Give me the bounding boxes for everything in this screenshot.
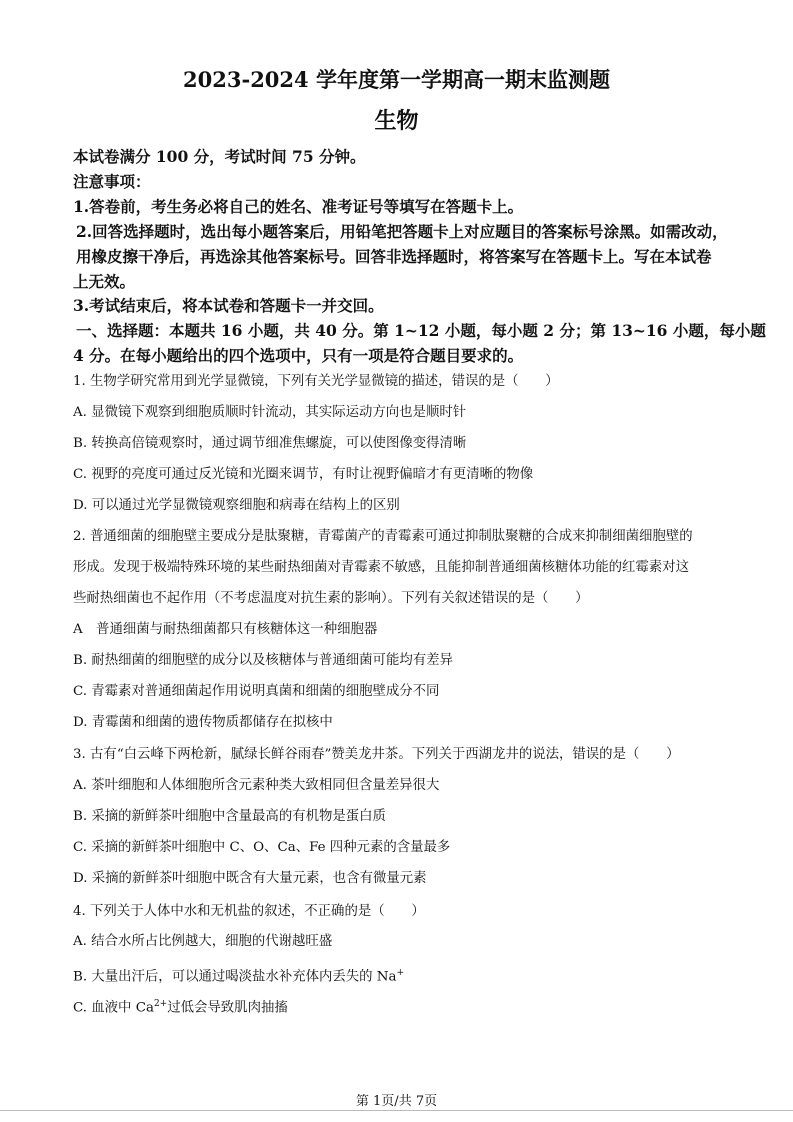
intro-line: 2.回答选择题时，选出每小题答案后，用铅笔把答题卡上对应题目的答案标号涂黑。如需改动，: [76, 222, 728, 241]
option-text: 过低会导致肌肉抽搐: [167, 1000, 288, 1016]
option-line: B. 采摘的新鲜茶叶细胞中含量最高的有机物是蛋白质: [73, 809, 386, 824]
page-footer: 第 1页/共 7页: [355, 1094, 438, 1109]
option-line: A 普通细菌与耐热细菌都只有核糖体这一种细胞器: [73, 622, 378, 637]
option-line: C. 青霉素对普通细菌起作用说明真菌和细菌的细胞壁成分不同: [73, 684, 440, 699]
superscript-charge: 2+: [153, 999, 168, 1009]
footer-divider: [0, 1110, 793, 1111]
option-line: A. 显微镜下观察到细胞质顺时针流动，其实际运动方向也是顺时针: [73, 405, 467, 420]
intro-line: 本试卷满分 100 分，考试时间 75 分钟。: [73, 147, 366, 166]
option-line: D. 青霉菌和细菌的遗传物质都储存在拟核中: [73, 715, 333, 730]
question-stem: 形成。发现于极端特殊环境的某些耐热细菌对青霉素不敏感，且能抑制普通细菌核糖体功能的红霉素对这: [73, 560, 689, 575]
option-line: A. 茶叶细胞和人体细胞所含元素种类大致相同但含量差异很大: [73, 778, 440, 793]
superscript-charge: +: [396, 968, 405, 978]
question-stem: 2. 普通细菌的细胞壁主要成分是肽聚糖，青霉菌产的青霉素可通过抑制肽聚糖的合成来抑制细菌细胞壁的: [73, 529, 693, 544]
option-line: C. 采摘的新鲜茶叶细胞中 C、O、Ca、Fe 四种元素的含量最多: [73, 840, 451, 855]
option-line: B. 耐热细菌的细胞壁的成分以及核糖体与普通细菌可能均有差异: [73, 653, 453, 668]
option-text: B. 大量出汗后，可以通过喝淡盐水补充体内丢失的 Na: [73, 969, 397, 985]
option-line: [73, 964, 763, 986]
section-heading: 一、选择题：本题共 16 小题，共 40 分。第 1~12 小题，每小题 2 分；第 13~16 小题，每小题: [76, 321, 766, 340]
option-line: D. 可以通过光学显微镜观察细胞和病毒在结构上的区别: [73, 498, 400, 513]
question-stem: 1. 生物学研究常用到光学显微镜，下列有关光学显微镜的描述，错误的是（ ）: [73, 374, 559, 389]
section-heading: 4 分。在每小题给出的四个选项中，只有一项是符合题目要求的。: [73, 346, 524, 365]
intro-line: 3.考试结束后，将本试卷和答题卡一并交回。: [73, 296, 384, 315]
subject-title: 生物: [374, 108, 419, 134]
exam-title: 2023-2024 学年度第一学期高一期末监测题: [183, 67, 610, 92]
intro-line: 注意事项：: [73, 172, 151, 191]
intro-line: 1.答卷前，考生务必将自己的姓名、准考证号等填写在答题卡上。: [73, 197, 524, 216]
option-line: D. 采摘的新鲜茶叶细胞中既含有大量元素，也含有微量元素: [73, 871, 427, 886]
question-stem: 些耐热细菌也不起作用（不考虑温度对抗生素的影响）。下列有关叙述错误的是（ ）: [73, 591, 589, 606]
intro-line: 用橡皮擦干净后，再选涂其他答案标号。回答非选择题时，将答案写在答题卡上。写在本试卷: [76, 247, 712, 266]
option-line: A. 结合水所占比例越大，细胞的代谢越旺盛: [73, 934, 333, 949]
question-stem: 4. 下列关于人体中水和无机盐的叙述，不正确的是（ ）: [73, 904, 425, 919]
option-line: B. 转换高倍镜观察时，通过调节细准焦螺旋，可以使图像变得清晰: [73, 436, 467, 451]
intro-line: 上无效。: [73, 272, 136, 291]
option-line: [73, 995, 763, 1017]
option-text: C. 血液中 Ca: [73, 1000, 154, 1016]
option-line: C. 视野的亮度可通过反光镜和光圈来调节，有时让视野偏暗才有更清晰的物像: [73, 467, 534, 482]
question-stem: 3. 古有“白云峰下两枪新，腻绿长鲜谷雨春”赞美龙井茶。下列关于西湖龙井的说法，错误的是（ ）: [73, 747, 680, 762]
